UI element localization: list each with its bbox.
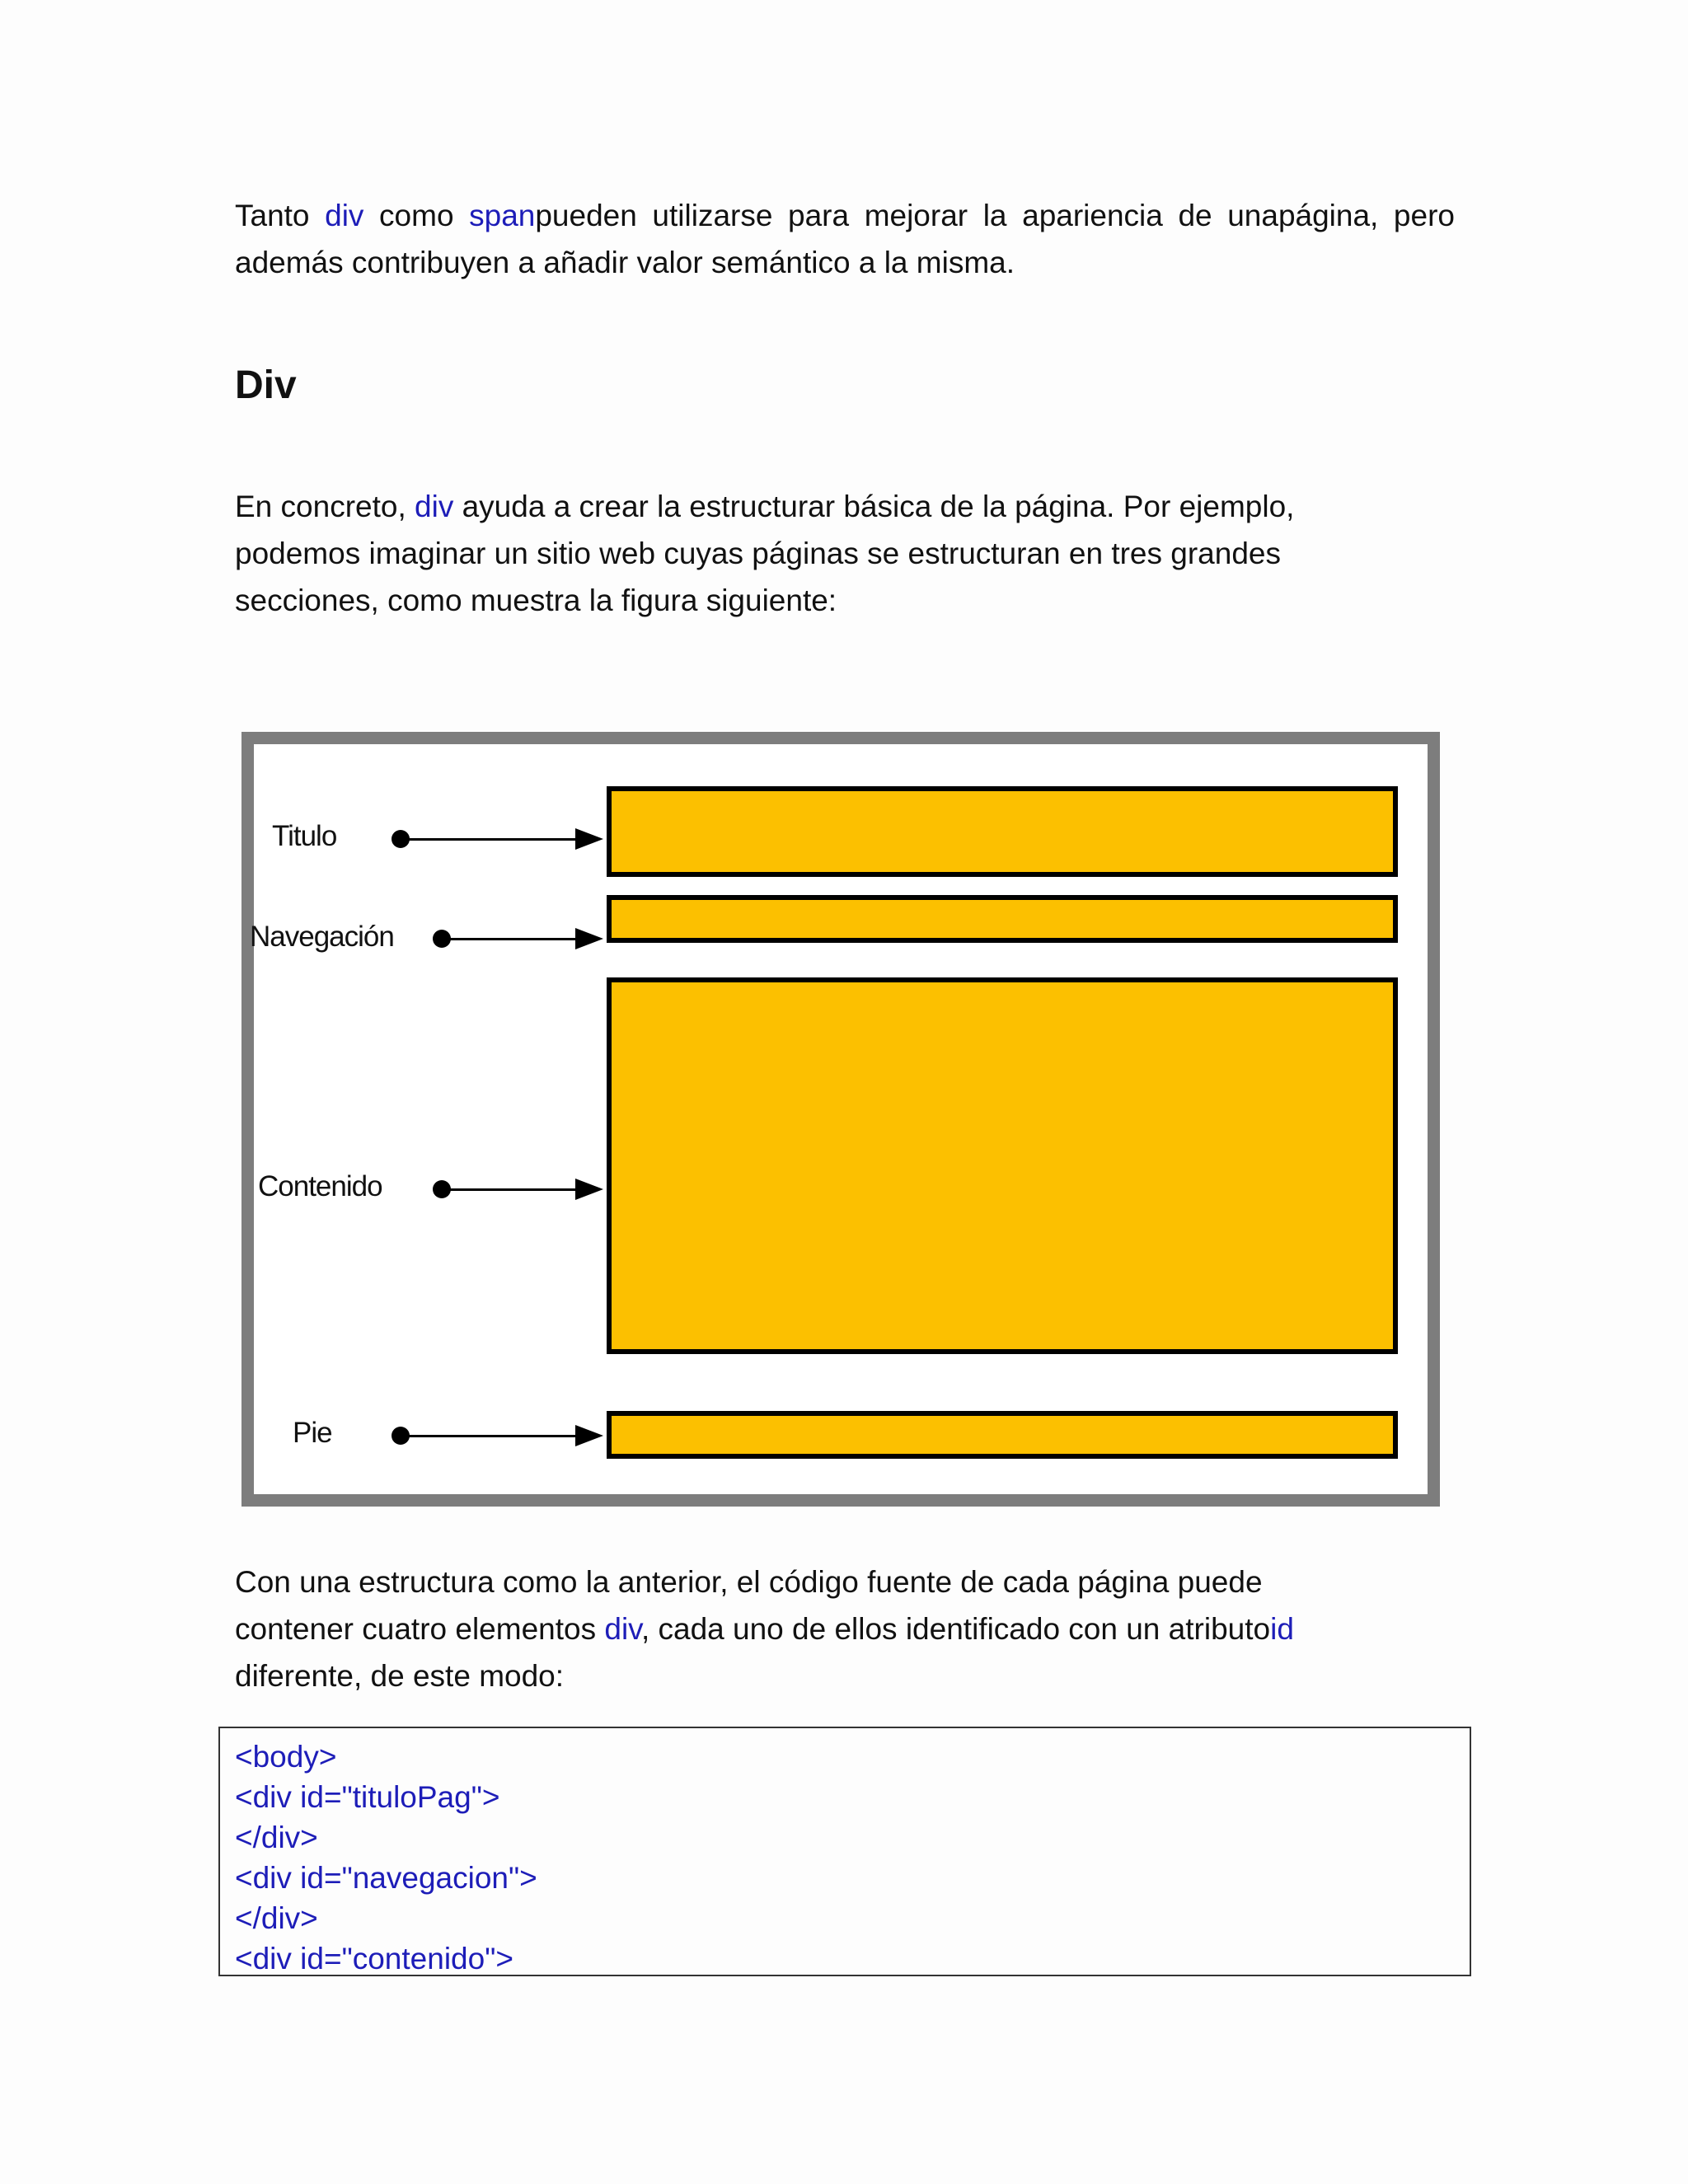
text-run: diferente, de este modo:	[235, 1659, 565, 1693]
text-run: Tanto	[235, 199, 326, 232]
connector-line	[401, 838, 575, 841]
region-titulo	[607, 786, 1398, 877]
code-line: <body>	[235, 1740, 337, 1774]
text-run: ayuda a crear la estructurar básica de la página. Por ejemplo, podemos imaginar un sitio web cuyas páginas se estructuran en tres grandes secciones, como muestra la figura siguiente:	[235, 490, 1295, 617]
code-block	[218, 1727, 1471, 1976]
region-pie	[607, 1411, 1398, 1459]
connector-line	[442, 1188, 575, 1191]
text-run: pueden utilizarse para mejorar la apariencia de unapágina, pero además contribuyen a añadir valor semántico a la misma.	[235, 199, 1455, 279]
text-run: Con una estructura como la anterior, el código fuente de cada página puede contener cuatro elementos	[235, 1565, 1263, 1646]
text-run: En concreto,	[235, 490, 415, 523]
label-contenido: Contenido	[258, 1170, 382, 1202]
connector-line	[442, 938, 575, 940]
region-contenido	[607, 977, 1398, 1354]
connector-line	[401, 1435, 575, 1437]
arrow-right-icon	[575, 928, 603, 949]
code-line: </div>	[235, 1821, 318, 1854]
keyword-id: id	[1270, 1612, 1294, 1646]
text-run: , cada uno de ellos identificado con un atributo	[640, 1612, 1271, 1646]
region-navegacion	[607, 895, 1398, 943]
code-line: </div>	[235, 1901, 318, 1935]
code-intro-paragraph	[235, 1558, 1306, 1699]
page-structure-figure	[241, 732, 1440, 1507]
keyword-div: div	[604, 1612, 641, 1646]
arrow-right-icon	[575, 1179, 603, 1200]
arrow-right-icon	[575, 1425, 603, 1446]
code-line: <div id="tituloPag">	[235, 1780, 500, 1814]
code-line: <div id="contenido">	[235, 1942, 513, 1975]
code-line: <div id="navegacion">	[235, 1861, 537, 1895]
keyword-div: div	[415, 490, 454, 523]
text-run: como	[363, 199, 470, 232]
label-navegacion: Navegación	[250, 921, 394, 953]
label-titulo: Titulo	[272, 820, 337, 852]
keyword-span: span	[469, 199, 536, 232]
section-heading: Div	[235, 363, 297, 407]
intro-paragraph	[235, 192, 1455, 286]
div-explanation-paragraph	[235, 483, 1306, 624]
label-pie: Pie	[293, 1417, 332, 1449]
keyword-div: div	[325, 199, 364, 232]
arrow-right-icon	[575, 828, 603, 850]
